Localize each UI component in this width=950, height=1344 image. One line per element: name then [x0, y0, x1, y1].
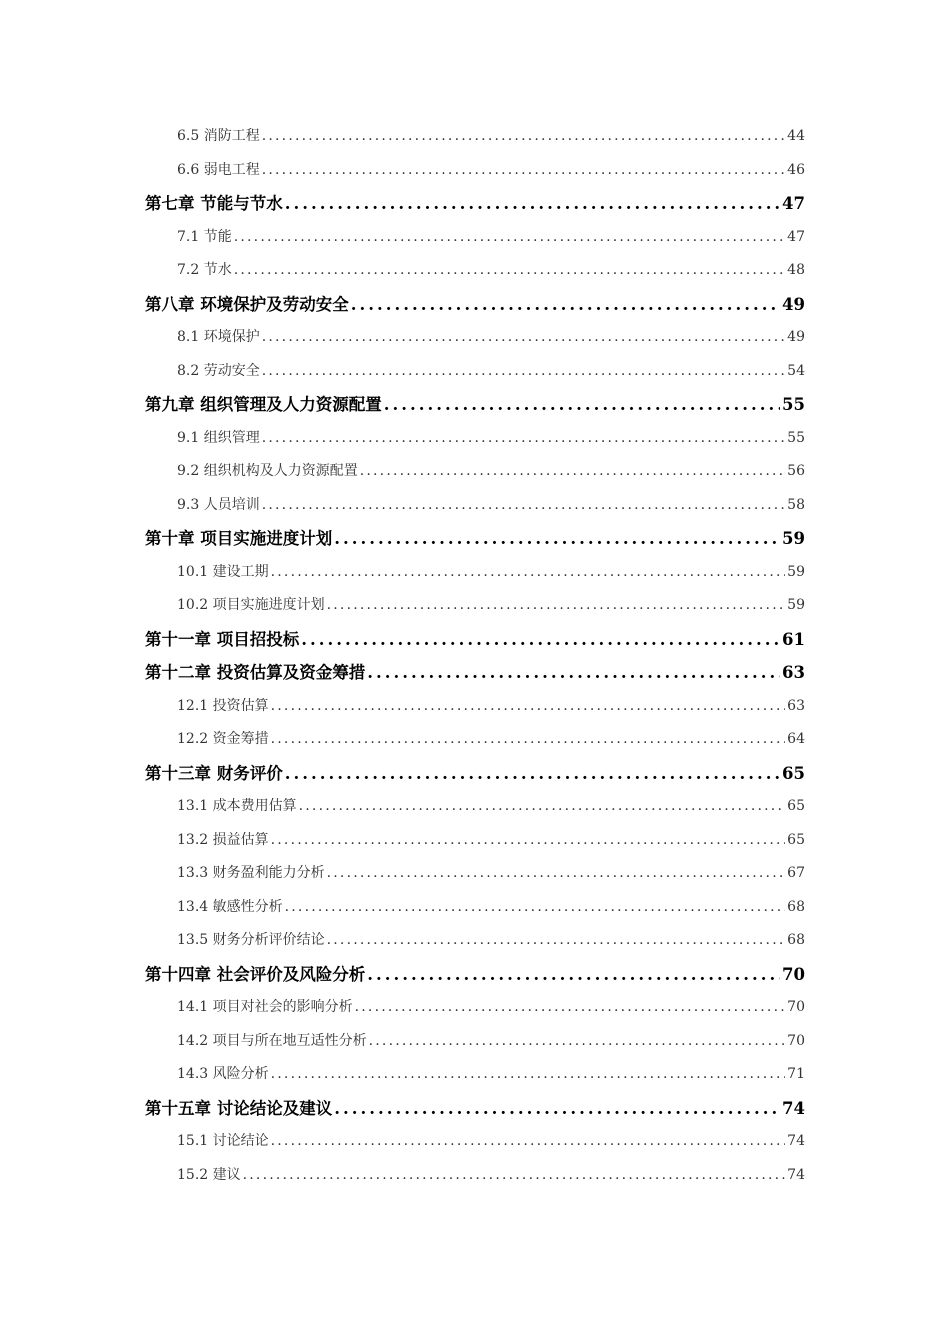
toc-entry-page: 68: [787, 932, 805, 948]
toc-entry[interactable]: [0, 489, 950, 523]
toc-chapter-title: 第十二章 投资估算及资金筹措: [145, 663, 366, 682]
toc-entry-page: 63: [787, 697, 805, 714]
toc-entry-page: 71: [787, 1066, 805, 1082]
toc-dot-leader: [271, 1125, 786, 1159]
toc-entry-title: 13.1 成本费用估算: [177, 798, 297, 814]
toc-chapter-page: 70: [782, 964, 805, 984]
toc-dot-leader: [334, 1092, 780, 1126]
toc-chapter-title: 第十四章 社会评价及风险分析: [145, 964, 366, 984]
toc-entry-title: 15.2 建议: [177, 1166, 241, 1183]
toc-dot-leader: [234, 221, 785, 255]
toc-entry-page: 59: [787, 563, 805, 580]
toc-chapter-page: 59: [782, 529, 805, 548]
toc-entry-page: 55: [787, 429, 805, 446]
toc-entry-title: 6.5 消防工程: [177, 128, 260, 144]
toc-entry-page: 47: [787, 228, 805, 245]
toc-chapter-title: 第十三章 财务评价: [145, 763, 283, 783]
toc-dot-leader: [299, 790, 786, 824]
toc-entry[interactable]: [0, 120, 950, 154]
toc-entry-title: 7.1 节能: [177, 228, 232, 245]
toc-chapter-entry[interactable]: [0, 288, 950, 322]
toc-chapter-entry[interactable]: [0, 958, 950, 992]
toc-dot-leader: [355, 991, 786, 1025]
toc-chapter-title: 第八章 环境保护及劳动安全: [145, 294, 349, 314]
toc-chapter-entry[interactable]: [0, 623, 950, 657]
toc-entry[interactable]: [0, 1058, 950, 1092]
toc-entry[interactable]: [0, 857, 950, 891]
toc-entry-page: 44: [787, 128, 805, 144]
toc-entry-title: 6.6 弱电工程: [177, 161, 260, 178]
toc-entry[interactable]: [0, 556, 950, 590]
toc-entry-title: 13.2 损益估算: [177, 831, 269, 848]
toc-entry-title: 8.2 劳动安全: [177, 362, 260, 379]
toc-entry[interactable]: [0, 790, 950, 824]
toc-entry-title: 9.3 人员培训: [177, 496, 260, 513]
toc-entry-page: 46: [787, 161, 805, 178]
toc-dot-leader: [271, 556, 786, 590]
toc-chapter-page: 65: [782, 763, 805, 783]
toc-entry-title: 15.1 讨论结论: [177, 1133, 269, 1149]
toc-entry-title: 8.1 环境保护: [177, 329, 260, 345]
toc-entry-page: 59: [787, 597, 805, 613]
table-of-contents: [0, 120, 950, 1192]
toc-chapter-title: 第十章 项目实施进度计划: [145, 529, 333, 548]
toc-entry-page: 74: [787, 1133, 805, 1149]
toc-chapter-entry[interactable]: [0, 522, 950, 556]
toc-dot-leader: [271, 1058, 786, 1092]
toc-entry[interactable]: [0, 891, 950, 925]
toc-chapter-entry[interactable]: [0, 1092, 950, 1126]
toc-entry-title: 13.3 财务盈利能力分析: [177, 865, 325, 881]
toc-dot-leader: [262, 355, 785, 389]
toc-entry-title: 12.2 资金筹措: [177, 731, 269, 747]
toc-dot-leader: [262, 489, 785, 523]
toc-chapter-page: 74: [782, 1098, 805, 1118]
toc-chapter-entry[interactable]: [0, 656, 950, 690]
toc-dot-leader: [384, 388, 780, 422]
toc-entry-title: 13.5 财务分析评价结论: [177, 932, 325, 948]
toc-dot-leader: [243, 1159, 786, 1193]
toc-entry[interactable]: [0, 254, 950, 288]
toc-entry[interactable]: [0, 589, 950, 623]
toc-entry[interactable]: [0, 422, 950, 456]
toc-chapter-title: 第十一章 项目招投标: [145, 629, 300, 649]
toc-entry-page: 70: [787, 1032, 805, 1049]
toc-entry[interactable]: [0, 321, 950, 355]
toc-entry[interactable]: [0, 455, 950, 489]
toc-dot-leader: [262, 422, 785, 456]
toc-dot-leader: [285, 891, 786, 925]
toc-chapter-page: 63: [782, 663, 805, 682]
toc-dot-leader: [234, 254, 785, 288]
toc-dot-leader: [367, 958, 780, 992]
toc-dot-leader: [360, 455, 785, 489]
toc-entry[interactable]: [0, 924, 950, 958]
toc-chapter-page: 61: [782, 629, 805, 649]
toc-entry[interactable]: [0, 355, 950, 389]
toc-entry[interactable]: [0, 154, 950, 188]
toc-entry-page: 67: [787, 865, 805, 881]
toc-entry[interactable]: [0, 1125, 950, 1159]
toc-chapter-entry[interactable]: [0, 757, 950, 791]
toc-entry-page: 70: [787, 999, 805, 1015]
toc-dot-leader: [262, 120, 785, 154]
toc-entry[interactable]: [0, 723, 950, 757]
toc-entry-title: 14.2 项目与所在地互适性分析: [177, 1032, 367, 1049]
toc-entry-title: 10.2 项目实施进度计划: [177, 597, 325, 613]
toc-entry[interactable]: [0, 1025, 950, 1059]
toc-chapter-page: 47: [782, 194, 805, 213]
toc-entry-page: 58: [787, 496, 805, 513]
toc-dot-leader: [327, 924, 786, 958]
toc-entry-title: 7.2 节水: [177, 262, 232, 278]
toc-dot-leader: [285, 757, 780, 791]
toc-dot-leader: [285, 187, 780, 221]
toc-entry[interactable]: [0, 991, 950, 1025]
toc-dot-leader: [367, 656, 780, 690]
toc-entry-page: 74: [787, 1166, 805, 1183]
toc-entry-page: 48: [787, 262, 805, 278]
toc-entry-page: 64: [787, 731, 805, 747]
toc-dot-leader: [262, 154, 785, 188]
toc-dot-leader: [351, 288, 780, 322]
toc-entry-title: 14.1 项目对社会的影响分析: [177, 999, 353, 1015]
toc-dot-leader: [301, 623, 780, 657]
toc-entry-page: 56: [787, 463, 805, 479]
toc-entry-page: 65: [787, 798, 805, 814]
toc-entry[interactable]: [0, 1159, 950, 1193]
toc-entry-page: 65: [787, 831, 805, 848]
toc-entry[interactable]: [0, 824, 950, 858]
toc-chapter-entry[interactable]: [0, 187, 950, 221]
toc-dot-leader: [327, 589, 786, 623]
toc-entry-title: 10.1 建设工期: [177, 563, 269, 580]
toc-entry-page: 54: [787, 362, 805, 379]
toc-entry-title: 14.3 风险分析: [177, 1066, 269, 1082]
toc-chapter-entry[interactable]: [0, 388, 950, 422]
toc-entry-title: 9.2 组织机构及人力资源配置: [177, 463, 358, 479]
toc-dot-leader: [271, 824, 786, 858]
toc-entry-title: 13.4 敏感性分析: [177, 898, 283, 915]
toc-chapter-title: 第七章 节能与节水: [145, 194, 283, 213]
toc-entry-title: 12.1 投资估算: [177, 697, 269, 714]
toc-entry-title: 9.1 组织管理: [177, 429, 260, 446]
toc-chapter-page: 49: [782, 294, 805, 314]
toc-chapter-page: 55: [782, 395, 805, 414]
toc-dot-leader: [262, 321, 785, 355]
toc-dot-leader: [327, 857, 786, 891]
toc-dot-leader: [271, 723, 786, 757]
toc-chapter-title: 第九章 组织管理及人力资源配置: [145, 395, 382, 414]
toc-chapter-title: 第十五章 讨论结论及建议: [145, 1098, 333, 1118]
toc-entry[interactable]: [0, 221, 950, 255]
toc-entry-page: 49: [787, 329, 805, 345]
toc-dot-leader: [271, 690, 786, 724]
toc-dot-leader: [334, 522, 780, 556]
toc-entry[interactable]: [0, 690, 950, 724]
toc-entry-page: 68: [787, 898, 805, 915]
toc-dot-leader: [369, 1025, 786, 1059]
